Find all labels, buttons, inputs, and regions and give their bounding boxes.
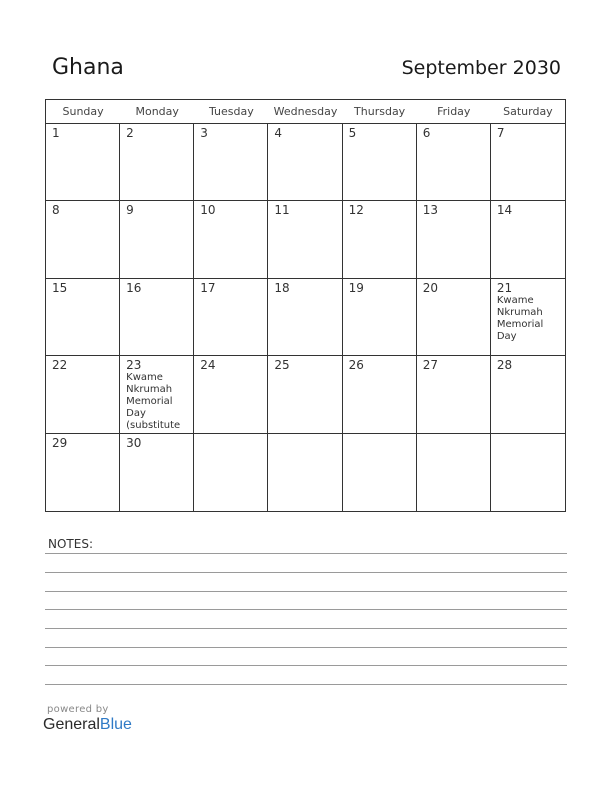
powered-by-text: powered by (47, 704, 109, 715)
brand-name-part2: Blue (99, 716, 132, 733)
day-cell (417, 201, 491, 278)
brand-name-part1: General (43, 716, 100, 733)
day-number: 30 (126, 435, 142, 450)
brand-logo (43, 716, 132, 734)
day-cell (120, 124, 194, 201)
day-number: 17 (200, 280, 216, 295)
note-line (45, 684, 567, 685)
day-cell (417, 356, 491, 433)
day-cell (491, 434, 565, 511)
day-cell (46, 201, 120, 278)
weekday-header: Wednesday (268, 100, 342, 124)
day-cell (194, 356, 268, 433)
note-line (45, 553, 567, 554)
country-title: Ghana (52, 55, 124, 80)
day-cell (417, 124, 491, 201)
day-cell (268, 201, 342, 278)
day-number: 29 (52, 435, 68, 450)
day-cell (491, 356, 565, 433)
day-cell (417, 434, 491, 511)
day-number: 14 (496, 203, 513, 218)
day-cell (268, 356, 342, 433)
day-cell (491, 124, 565, 201)
day-cell (120, 279, 194, 356)
calendar-grid (45, 99, 566, 512)
day-cell (343, 434, 417, 511)
day-cell (194, 201, 268, 278)
day-number: 20 (422, 280, 438, 295)
day-cell (417, 279, 491, 356)
day-cell (194, 434, 268, 511)
holiday-label: Kwame Nkrumah Memorial Day (496, 294, 544, 342)
day-cell (46, 356, 120, 433)
note-line (45, 647, 567, 648)
month-year-title: September 2030 (401, 57, 561, 79)
day-cell (268, 279, 342, 356)
holiday-label: Kwame Nkrumah Memorial Day (substitute (126, 372, 181, 432)
day-number: 7 (496, 126, 505, 140)
weekday-header: Monday (120, 100, 194, 124)
day-number: 15 (52, 280, 68, 295)
day-number: 25 (274, 358, 290, 373)
day-number: 6 (422, 126, 431, 140)
day-cell (491, 279, 565, 356)
day-cell (194, 279, 268, 356)
day-number: 8 (52, 203, 60, 218)
day-number: 5 (348, 126, 357, 140)
day-cell (46, 434, 120, 511)
note-line (45, 628, 567, 629)
day-number: 1 (52, 126, 60, 140)
day-number: 22 (52, 358, 68, 373)
day-number: 16 (126, 280, 142, 295)
day-number: 18 (274, 280, 290, 295)
day-cell (120, 201, 194, 278)
day-number: 21 (496, 280, 513, 295)
day-number: 24 (200, 358, 216, 373)
notes-label: NOTES: (48, 537, 93, 551)
day-number: 23 (126, 358, 142, 373)
weekday-header: Saturday (491, 100, 565, 124)
day-cell (343, 356, 417, 433)
day-cell (46, 279, 120, 356)
day-cell (120, 434, 194, 511)
weekday-header: Sunday (46, 100, 120, 124)
day-cell (268, 434, 342, 511)
weekday-header: Friday (417, 100, 491, 124)
note-line (45, 591, 567, 592)
day-cell (343, 124, 417, 201)
day-number: 12 (348, 203, 364, 218)
note-line (45, 665, 567, 666)
day-number: 13 (422, 203, 438, 218)
day-number: 28 (496, 358, 513, 373)
day-cell (46, 124, 120, 201)
day-cell (194, 124, 268, 201)
day-cell (491, 201, 565, 278)
weekday-header: Thursday (343, 100, 417, 124)
day-cell (268, 124, 342, 201)
day-number: 11 (274, 203, 290, 218)
day-number: 27 (422, 358, 438, 373)
day-number: 3 (200, 126, 208, 140)
day-cell (120, 356, 194, 433)
day-number: 10 (200, 203, 216, 218)
day-number: 26 (348, 358, 364, 373)
day-number: 4 (274, 126, 283, 140)
day-number: 9 (126, 203, 134, 218)
day-cell (343, 279, 417, 356)
note-line (45, 609, 567, 610)
weekday-header: Tuesday (194, 100, 268, 124)
day-number: 2 (126, 126, 134, 140)
day-cell (343, 201, 417, 278)
note-line (45, 572, 567, 573)
day-number: 19 (348, 280, 364, 295)
